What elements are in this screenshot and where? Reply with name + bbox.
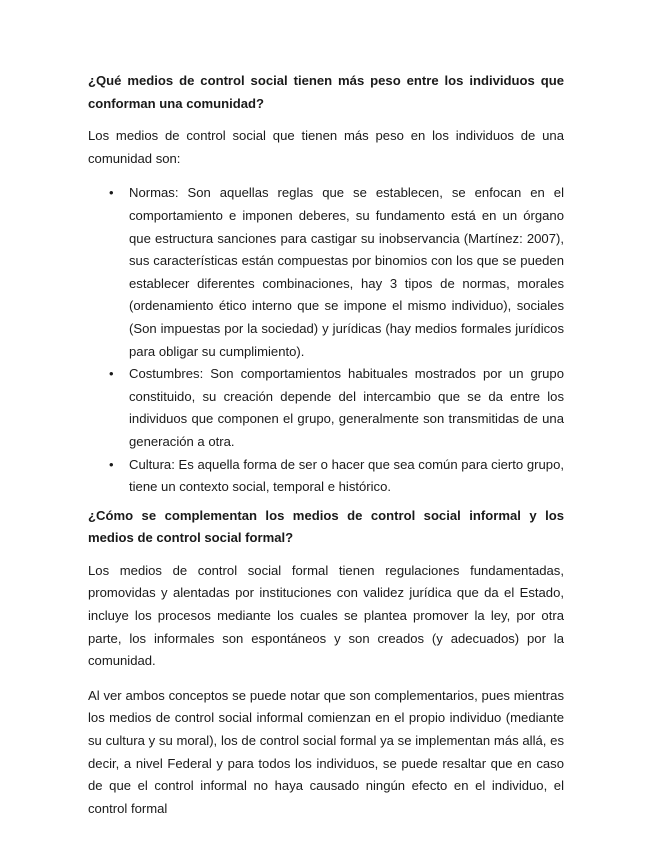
bullet-text: Normas: Son aquellas reglas que se establecen, se enfocan en el comportamiento e imponen deberes, su fundamento está en un órgano que estructura sanciones para castigar su inobservancia (Martínez: 2007), sus características están compuestas por binomios con los que se pueden establecer diferentes combinaciones, hay 3 tipos de normas, morales (ordenamiento ético interno que se impone el mismo individuo), sociales (Son impuestas por la sociedad) y jurídicas (hay medios formales jurídicos para obligar su cumplimiento).	[129, 185, 564, 359]
section2-paragraph-2: Al ver ambos conceptos se puede notar que son complementarios, pues mientras los medios de control social informal comienzan en el propio individuo (mediante su cultura y su moral), los de control social formal ya se implementan más allá, es decir, a nivel Federal y para todos los individuos, se puede resaltar que en caso de que el control informal no haya causado ningún efecto en el individuo, el control formal	[88, 687, 564, 816]
bullet-costumbres	[88, 363, 564, 453]
bullet-text: Cultura: Es aquella forma de ser o hacer que sea común para cierto grupo, tiene un contexto social, temporal e histórico.	[129, 456, 564, 495]
bullet-cultura	[88, 454, 564, 499]
bullet-marker: •	[109, 366, 114, 382]
bullet-normas	[88, 182, 564, 363]
bullet-marker: •	[109, 456, 114, 472]
section1-bullet-list	[88, 182, 564, 498]
section2-paragraph-1: Los medios de control social formal tienen regulaciones fundamentadas, promovidas y alentadas por instituciones con validez jurídica que da el Estado, incluye los procesos mediante los cuales se plantea promover la ley, por otra parte, los informales son espontáneos y son creados (y adecuados) por la comunidad.	[88, 562, 564, 669]
section1-heading: ¿Qué medios de control social tienen más peso entre los individuos que conforman una comunidad?	[88, 73, 564, 111]
section1-intro: Los medios de control social que tienen más peso en los individuos de una comunidad son:	[88, 128, 564, 166]
bullet-text: Costumbres: Son comportamientos habituales mostrados por un grupo constituido, su creación depende del intercambio que se da entre los individuos que componen el grupo, generalmente son transmitidas de una generación a otra.	[129, 366, 564, 449]
bullet-marker: •	[109, 185, 114, 201]
document-page	[88, 70, 564, 832]
section2-heading: ¿Cómo se complementan los medios de control social informal y los medios de control social formal?	[88, 507, 564, 546]
